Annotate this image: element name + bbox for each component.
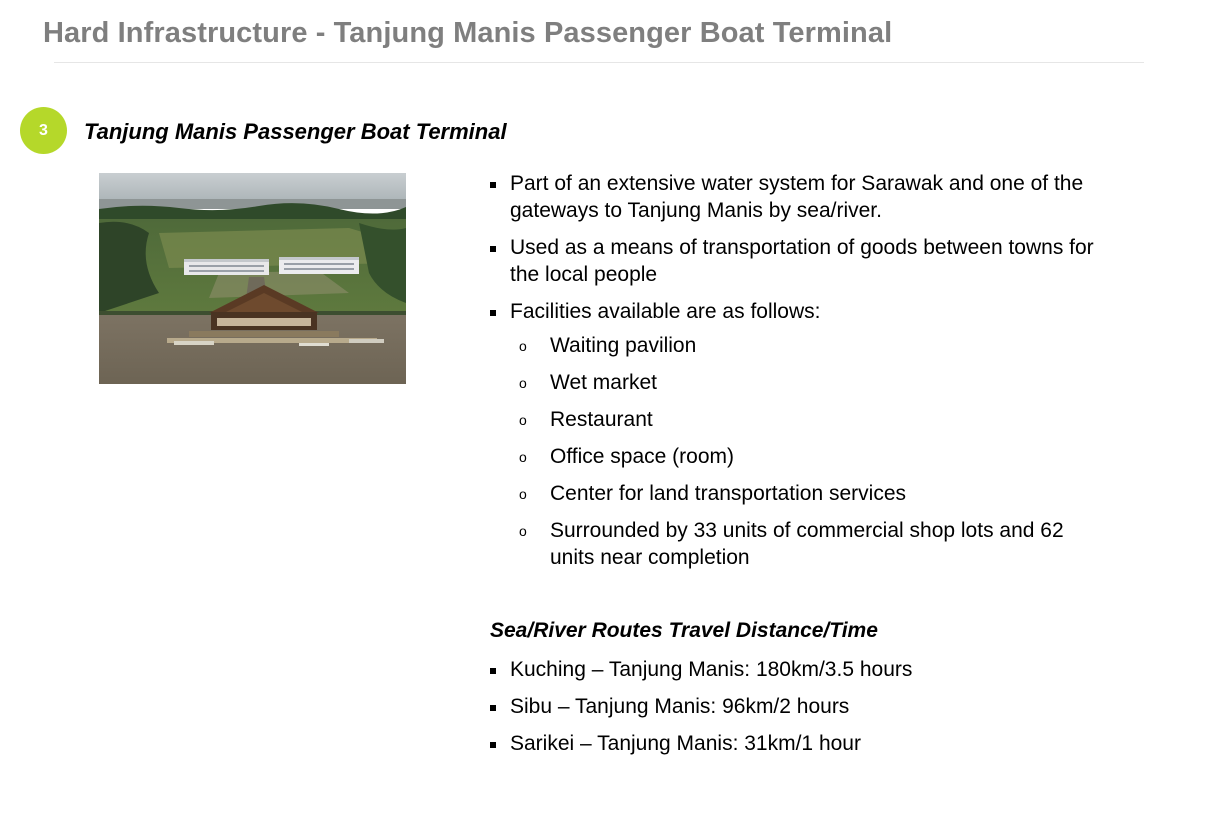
- facility-item: o Surrounded by 33 units of commercial shop lots and 62 units near completion: [519, 517, 1100, 571]
- facility-item: o Restaurant: [519, 406, 1100, 433]
- list-item: [490, 298, 1100, 325]
- section-number-badge: 3: [20, 107, 67, 154]
- routes-list: [490, 656, 1100, 757]
- routes-heading: Sea/River Routes Travel Distance/Time: [490, 619, 878, 642]
- facility-item: o Center for land transportation services: [519, 480, 1100, 507]
- list-item-label: Facilities available are as follows:: [510, 300, 821, 323]
- terminal-photo: [99, 173, 406, 384]
- slide-title: Hard Infrastructure - Tanjung Manis Passenger Boat Terminal: [43, 17, 893, 49]
- list-item: Part of an extensive water system for Sarawak and one of the gateways to Tanjung Manis by sea/river.: [490, 170, 1100, 224]
- routes-panel: [490, 656, 1100, 767]
- facility-item: o Waiting pavilion: [519, 332, 1100, 359]
- facilities-list: [490, 332, 1100, 571]
- route-item: Sibu – Tanjung Manis: 96km/2 hours: [490, 693, 1100, 720]
- facility-item: o Wet market: [519, 369, 1100, 396]
- route-item: Sarikei – Tanjung Manis: 31km/1 hour: [490, 730, 1100, 757]
- title-divider: [54, 62, 1144, 63]
- description-panel: [490, 170, 1100, 581]
- description-list: [490, 170, 1100, 325]
- route-item: Kuching – Tanjung Manis: 180km/3.5 hours: [490, 656, 1100, 683]
- section-title: Tanjung Manis Passenger Boat Terminal: [84, 119, 507, 144]
- list-item: Used as a means of transportation of goods between towns for the local people: [490, 234, 1100, 288]
- facility-item: o Office space (room): [519, 443, 1100, 470]
